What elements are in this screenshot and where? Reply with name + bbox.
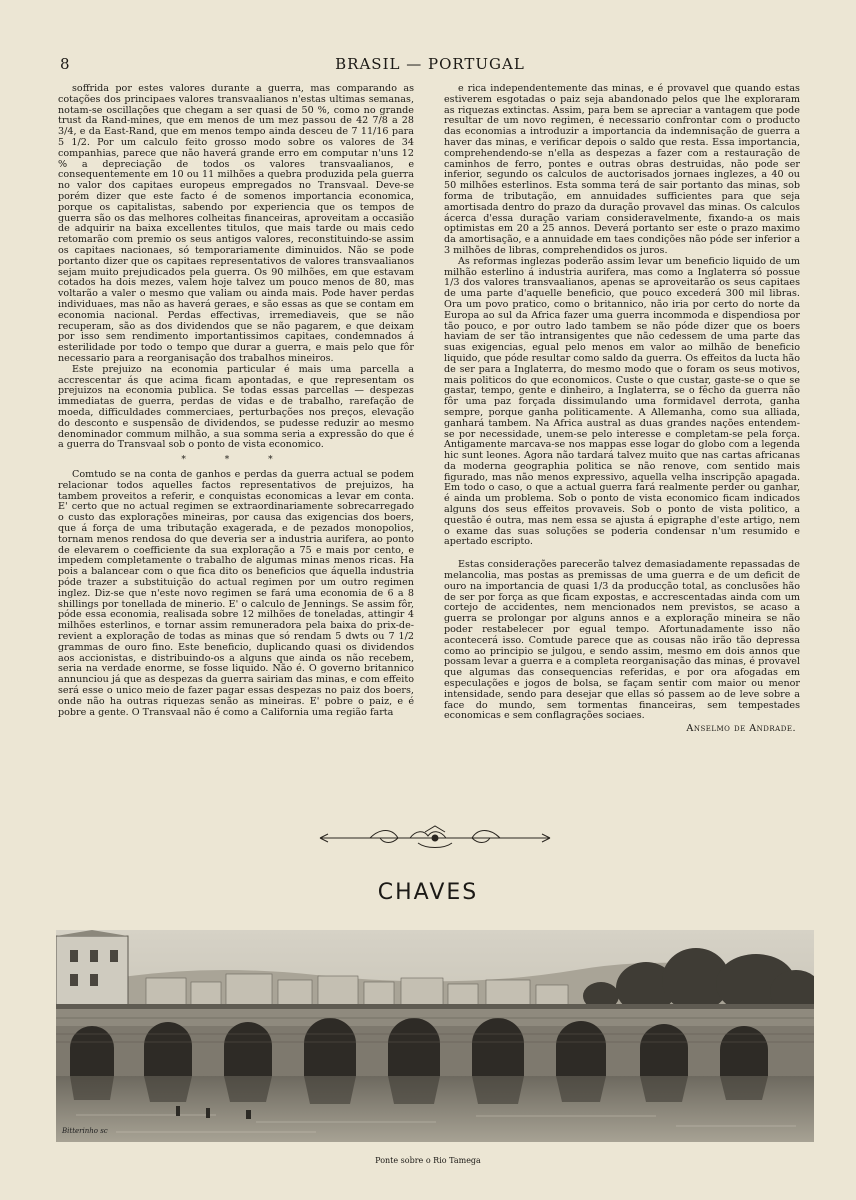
paragraph: Comtudo se na conta de ganhos e perdas da guerra actual se podem relacionar todos aquelles factos representativos de prejuizos, ha tambem proveitos a referir, e conquistas economicas a levar em conta. E' certo que no actual regimen se extraordinariamente sobrecarregado o custo das explorações mineiras, por causa das exigencias dos boers, que á força de uma tributação exagerada, e de pezados monopolios, tornam menos rendosa do que deveria ser a industria aurifera, ao ponto de elevarem o coefficiente da sua exploração a 75 e mais por cento, e impedem completamente o trabalho de algumas minas menos ricas. Ha pois a balancear com o que fica dito os beneficios que áquella industria póde trazer a substituição do actual regimen por um outro regimen inglez. Diz-se que n'este novo regimen se fará uma economia de 6 a 8 shillings por tonellada de minerio. E' o calculo de Jennings. Se assim fôr, póde essa economia, realisada sobre 12 milhões de toneladas, attingir 4 milhões esterlinos, e tornar assim remuneradora pela baixa do prix-de-revient a exploração de todas as minas que só rendam 5 dwts ou 7 1/2 grammas de ouro fino. Este beneficio, duplicando quasi os dividendos aos accionistas, e distribuindo-os a alguns que ainda os não recebem, seria na verdade enorme, se fosse liquido. Não é. O governo britannico annunciou já que as despezas da guerra sairiam das minas, e com effeito será esse o unico meio de fazer pagar essas despezas no paiz dos boers, onde não ha outras riquezas senão as mineiras. E' pobre o paiz, e é pobre a gente. O Transvaal não é como a California uma região farta [58,469,414,718]
article-column-left [58,84,414,718]
paragraph: Estas considerações parecerão talvez demasiadamente repassadas de melancolia, mas postas as premissas de uma guerra e de um deficit de ouro na importancia de quasi 1/3 da producção total, as conclusões hão de ser por força as que ficam expostas, e accrescentadas ainda com um cortejo de accidentes, nem mencionados nem previstos, se acaso a guerra se prolongar por alguns annos e a exploração mineira se não poder restabelecer por egual tempo. Afortunadamente isso não acontecerá isso. Comtude parece que as cousas não irão tão depressa como ao principio se julgou, e sendo assim, mesmo em dois annos que possam levar a guerra e a completa reorganisação das minas, é provavel que algumas das consequencias referidas, e por ora afogadas em especulações e jogos de bolsa, se façam sentir com maior ou menor intensidade, sendo para desejar que ellas só passem ao de leve sobre a face do mundo, sem tormentas financeiras, sem tempestades economicas e sem conflagrações sociaes. [444,559,800,722]
bridge-photo-image [56,930,814,1142]
page-number: 8 [60,55,70,73]
divider-ornament-icon [300,823,570,853]
engraver-signature: Bitterinho sc [62,1127,108,1135]
page-header [60,55,800,77]
author-signature: Anselmo de Andrade. [686,723,796,735]
photo-caption: Ponte sobre o Rio Tamega [375,1156,481,1165]
paragraph: soffrida por estes valores durante a guerra, mas comparando as cotações dos principaes valores transvaalianos n'estas ultimas semanas, notam-se oscillações que chegam a ser quasi de 50 %, como no grande trust da Rand-mines, que em menos de um mez passou de 42 7/8 a 28 3/4, e da East-Rand, que em menos tempo ainda desceu de 7 11/16 para 5 1/2. Por um calculo feito grosso modo sobre os valores de 34 companhias, parece que não haverá grande erro em computar n'uns 12 % a depreciação de todos os valores transvaalianos, e consequentemente em 10 ou 11 milhões a quebra produzida pela guerra no valor dos capitaes europeus empregados no Transvaal. Deve-se porém dizer que este facto é de somenos importancia economica, porque os capitalistas, sabendo por experiencia que os tempos de guerra são os das melhores colheitas financeiras, aproveitam a occasião de adquirir na baixa excellentes titulos, que mais tarde ou mais cedo retomarão com premio os seus antigos valores, reconstituindo-se assim os capitaes nacionaes, só temporariamente diminuidos. Não se pode portanto dizer que os capitaes representativos de valores transvaalianos sejam muito prejudicados pela guerra. Os 90 milhões, em que estavam cotados ha dois mezes, valem hoje talvez um pouco menos de 80, mas voltarão a valer o mesmo que valiam ou ainda mais. Pode haver perdas individuaes, mas não as haverá geraes, e são essas as que se contam em economia nacional. Perdas effectivas, irremediaveis, que se não recuperam, são as dos dividendos que se não pagarem, e que deixam por isso sem rendimento importantissimos capitaes, condemnados á esterilidade por todo o tempo que durar a guerra, e mais pelo que fôr necessario para a reorganisação dos trabalhos mineiros. [58,83,414,364]
decorative-divider [300,823,570,853]
article-column-right [444,84,800,735]
paragraph: As reformas inglezas poderão assim levar um beneficio liquido de um milhão esterlino á industria aurifera, mas como a Inglaterra só possue 1/3 dos valores transvaalianos, apenas se aproveitarão os seus capitaes de uma parte d'aquelle beneficio, que pouco excederá 300 mil libras. Ora um povo pratico, como o britannico, não iria por certo do norte da Europa ao sul da Africa fazer uma guerra incommoda e dispendiosa por tão pouco, e por outro lado tambem se não póde dizer que os boers haviam de ser tão intransigentes que não cedessem de uma parte das suas exigencias, egual pelo menos em valor ao milhão de beneficio liquido, que póde resultar como saldo da guerra. Os effeitos da lucta hão de ser para a Inglaterra, do mesmo modo que o foram os seus motivos, mais politicos do que economicos. Custe o que custar, gaste-se o que se gastar, tempo, gente e dinheiro, a Inglaterra, se o fêcho da guerra não fôr uma paz forçada dissimulando uma formidavel derrota, ganha sempre, porque ganha politicamente. A Allemanha, como sua alliada, ganhará tambem. Na Africa austral as duas grandes nações entendem-se por necessidade, unem-se pelo interesse e completam-se pela força. Antigamente marcava-se nos mappas esse logar do globo com a legenda hic sunt leones. Agora não tardará talvez muito que nas cartas africanas da moderna geographia politica se não renove, com sentido mais figurado, mas não menos expressivo, aquella velha inscripção apagada. Em todo o caso, o que a actual guerra fará realmente perder ou ganhar, é ainda um problema. Sob o ponto de vista economico ficam indicados alguns dos seus effeitos provaveis. Sob o ponto de vista politico, a questão é outra, mas nem essa se ajusta á epigraphe d'este artigo, nem o exame das suas soluções se poderia condensar n'um resumido e apertado escripto. [444,255,800,548]
paragraph: e rica independentemente das minas, e é provavel que quando estas estiverem esgotadas o paiz seja abandonado pelos que lhe exploraram as riquezas extinctas. Assim, para bem se apreciar a vantagem que pode resultar de um novo regimen, é necessario confrontar com o producto das economias a introduzir a importancia da indemnisação de guerra a haver das minas, e verificar depois o saldo que resta. Essa importancia, comprehendendo-se n'ella as despezas a fazer com a restauração de caminhos de ferro, pontes e outras obras destruidas, não pode ser inferior, segundo os calculos de auctorisados jornaes inglezes, a 40 ou 50 milhões esterlinos. Esta somma terá de sair portanto das minas, sob forma de tributação, em annuidades sufficientes para que seja amortisada dentro do prazo da duração provavel das minas. Os calculos ácerca d'essa duração variam consideravelmente, fixando-a os mais optimistas em 20 a 25 annos. Deverá portanto ser este o prazo maximo da amortisação, e a annuidade em taes condições não póde ser inferior a 3 milhões de libras, comprehendidos os juros. [444,83,800,256]
paragraph: Este prejuizo na economia particular é mais uma parcella a accrescentar ás que acima ficam apontadas, e que representam os prejuizos na economia publica. Se todas essas parcellas — despezas immediatas de guerra, perdas de vidas e de trabalho, rarefação de moeda, difficuldades commerciaes, perturbações nos preços, elevação do desconto e suspensão de dividendos, se pudesse reduzir ao mesmo denominador commum milhão, a sua somma seria a expressão do que é a guerra do Transvaal sob o ponto de vista economico. [58,363,414,451]
bridge-photograph [56,930,814,1142]
running-title: BRASIL — PORTUGAL [335,55,525,73]
section-break: * * * [181,455,291,466]
section-title: CHAVES [377,880,479,905]
